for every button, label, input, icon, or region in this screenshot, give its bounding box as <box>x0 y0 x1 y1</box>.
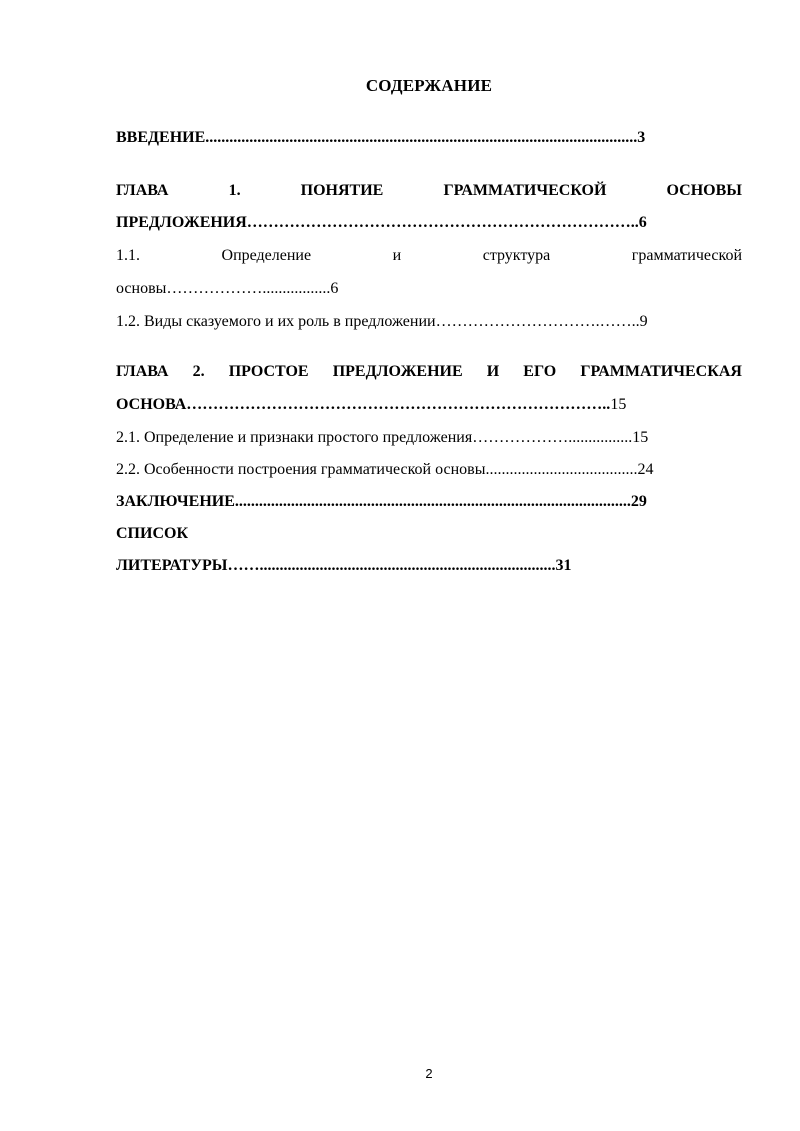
toc-word: ПРОСТОЕ <box>228 363 309 380</box>
page-title: СОДЕРЖАНИЕ <box>365 76 493 95</box>
toc-entry-section-1-1-line2: основы……………….................6 <box>116 280 339 297</box>
toc-word: И <box>486 363 500 380</box>
toc-word: Определение <box>221 247 312 264</box>
toc-entry-section-1-2: 1.2. Виды сказуемого и их роль в предложении………………………….……..9 <box>116 313 648 330</box>
toc-word: ПРЕДЛОЖЕНИЕ <box>332 363 463 380</box>
toc-entry-conclusion: ЗАКЛЮЧЕНИЕ...................................................................................................29 <box>116 493 647 510</box>
toc-word: ГЛАВА <box>116 182 169 199</box>
toc-word: ЕГО <box>523 363 557 380</box>
toc-entry-intro: ВВЕДЕНИЕ............................................................................................................3 <box>116 129 646 146</box>
toc-word: ГРАММАТИЧЕСКАЯ <box>580 363 742 380</box>
toc-word: и <box>392 247 402 264</box>
toc-entry-chapter1-line2: ПРЕДЛОЖЕНИЯ………………………………………………………………..6 <box>116 214 647 231</box>
toc-entry-chapter2-line1 <box>116 362 742 382</box>
toc-entry-section-1-1-line1 <box>116 246 742 266</box>
toc-entry-references-line2: ЛИТЕРАТУРЫ……..........................................................................31 <box>116 557 572 574</box>
toc-entry-section-2-1: 2.1. Определение и признаки простого предложения………………................15 <box>116 429 649 446</box>
toc-word: 1.1. <box>116 247 140 264</box>
toc-chapter2-text: ОСНОВА…………………………………………………………………….. <box>116 396 611 413</box>
toc-word: ГЛАВА <box>116 363 169 380</box>
toc-word: ПОНЯТИЕ <box>300 182 384 199</box>
page-number: 2 <box>425 1066 433 1081</box>
toc-word: 2. <box>192 363 205 380</box>
toc-entry-chapter2-line2 <box>116 395 742 415</box>
toc-entry-references-line1: СПИСОК <box>116 525 189 542</box>
toc-word: 1. <box>228 182 241 199</box>
toc-word: ГРАММАТИЧЕСКОЙ <box>443 182 607 199</box>
toc-word: структура <box>482 247 551 264</box>
toc-word: грамматической <box>631 247 742 264</box>
toc-chapter2-page: 15 <box>610 396 627 413</box>
toc-word: ОСНОВЫ <box>666 182 742 199</box>
toc-entry-chapter1-line1 <box>116 181 742 201</box>
toc-entry-section-2-2: 2.2. Особенности построения грамматической основы......................................24 <box>116 461 654 478</box>
